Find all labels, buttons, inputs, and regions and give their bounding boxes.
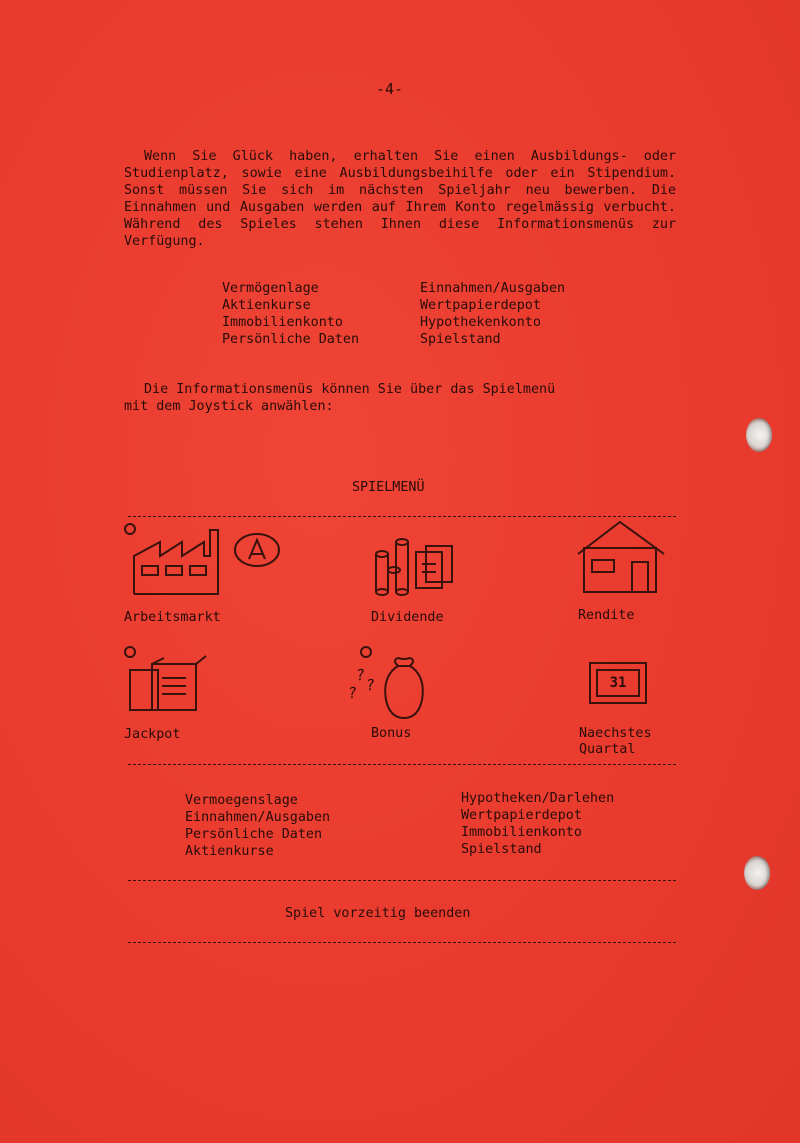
arbeitsmarkt-tile	[122, 518, 292, 598]
info-menu-item: Hypothekenkonto	[420, 315, 541, 330]
jackpot-label: Jackpot	[124, 727, 181, 742]
divider	[128, 880, 676, 881]
question-mark: ?	[354, 665, 367, 685]
info-menu-item: Vermögenlage	[222, 281, 319, 296]
question-mark: ?	[364, 675, 377, 695]
divider	[128, 516, 676, 517]
factory-icon	[122, 518, 292, 598]
question-mark: ?	[346, 683, 359, 703]
bottom-menu-item: Vermoegenslage	[185, 793, 298, 808]
quit-game-option: Spiel vorzeitig beenden	[285, 906, 471, 921]
open-box-icon	[122, 644, 212, 714]
bottom-menu-item: Immobilienkonto	[461, 825, 582, 840]
intro-line: Spieljahr neu bewerben. Die Einnahmen und Ausgaben	[124, 183, 677, 215]
calendar-icon	[589, 662, 647, 704]
bonus-label: Bonus	[371, 726, 412, 741]
bottom-menu-item: Aktienkurse	[185, 844, 274, 859]
coins-papers-icon	[370, 532, 460, 600]
dividende-tile	[370, 532, 460, 600]
intro-line: des Spieles stehen Ihnen diese Informationsmenüs zur	[198, 217, 677, 232]
bottom-menu-item: Spielstand	[461, 842, 542, 857]
para2-line: Die Informationsmenüs können Sie über das Spielmenü	[144, 382, 556, 397]
rendite-label: Rendite	[578, 608, 635, 623]
calendar-day: 31	[596, 669, 640, 697]
divider	[128, 764, 676, 765]
page-number: -4-	[376, 80, 404, 98]
rendite-tile	[574, 518, 670, 598]
intro-line: oder Studienplatz, sowie eine Ausbildungsbeihilfe oder	[124, 149, 677, 181]
intro-paragraph	[124, 148, 676, 250]
naechstes-quartal-label: Naechstes Quartal	[579, 726, 652, 757]
bottom-menu-right	[461, 790, 614, 858]
jackpot-tile	[122, 644, 212, 714]
intro-line: Wenn Sie Glück haben, erhalten Sie einen Ausbildungs-	[144, 149, 628, 164]
binder-hole	[744, 856, 770, 890]
intro-line: ein Stipendium. Sonst müssen Sie sich im nächsten	[124, 166, 677, 198]
info-menu-list	[222, 280, 642, 348]
para2-line: mit dem Joystick anwählen:	[124, 399, 334, 414]
arbeitsmarkt-label: Arbeitsmarkt	[124, 610, 221, 625]
dividende-label: Dividende	[371, 610, 444, 625]
info-menu-item: Wertpapierdepot	[420, 298, 541, 313]
joystick-paragraph	[124, 381, 676, 415]
bottom-menu-left	[185, 792, 330, 860]
bottom-menu-item: Hypotheken/Darlehen	[461, 791, 615, 806]
info-menu-item: Immobilienkonto	[222, 315, 343, 330]
house-icon	[574, 518, 670, 598]
bottom-menu-item: Einnahmen/Ausgaben	[185, 810, 331, 825]
info-menu-item: Aktienkurse	[222, 298, 311, 313]
intro-line: Verfügung.	[124, 234, 205, 249]
spielmenu-title: SPIELMENÜ	[352, 480, 425, 495]
bottom-menu-item: Wertpapierdepot	[461, 808, 582, 823]
info-menu-item: Einnahmen/Ausgaben	[420, 281, 566, 296]
bottom-menu-item: Persönliche Daten	[185, 827, 323, 842]
divider	[128, 942, 676, 943]
info-menu-item: Persönliche Daten	[222, 332, 360, 347]
bonus-tile	[342, 642, 432, 724]
binder-hole	[746, 418, 772, 452]
info-menu-item: Spielstand	[420, 332, 501, 347]
intro-line: werden auf Ihrem Konto regelmässig verbucht. Während	[124, 200, 676, 232]
